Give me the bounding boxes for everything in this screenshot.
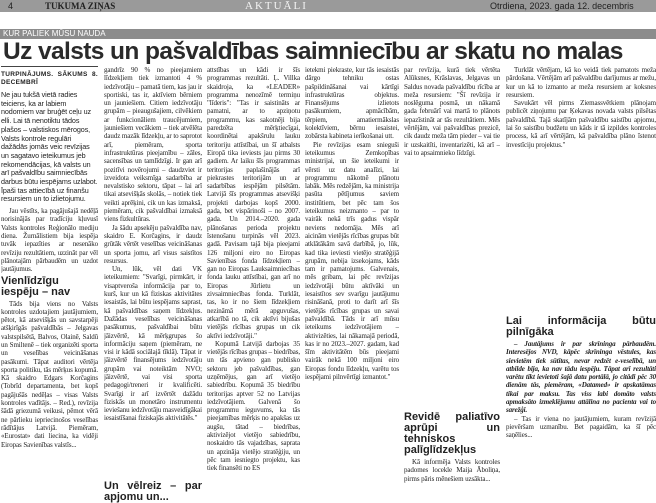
paragraph: Kā informēja Valsts kontroles padomes locekle Maija Āboliņa, pirms pāris mēnešiem uzsākta... — [404, 458, 500, 483]
divider — [1, 66, 98, 67]
article-lead: Ne jau tukšā vietā radies teiciens, ka ar labiem nodomiem var bruģēt ceļu uz elli. Lai tā nenotiktu tādos plašos – valstiskos mērogos, Valsts kontrole regulāri dažādās jomās veic revīzijas un sagatavo ieteikumus jeb rekomendācijas, kā valsts un arī pašvaldību saimniecībās darbus būtu iespējams uzlabot. Īpaši tas attiecībā uz finanšu resursiem un to izlietojumu. — [1, 90, 98, 204]
column-1 — [1, 66, 98, 503]
continuation-note: TURPINĀJUMS. SĀKUMS 8. DECEMBRĪ — [1, 71, 98, 86]
paragraph: Ja šādu apsekēju pašvaldība nav, skaidro E. Korčagins, ir daudz grūtāk vērtēt veselības veicināšanas un sporta jomu, arī visus saistītos resursus. — [104, 223, 202, 265]
section-name: AKTUĀLI — [245, 0, 308, 12]
column-2-subheading-box — [104, 481, 202, 503]
column-6-lower — [506, 316, 656, 503]
article-title: Uz valsts un pašvaldības saimniecību ar skatu no malas — [3, 38, 623, 65]
column-4 — [305, 66, 399, 503]
subheading: Revidē paliatīvo aprūpi un tehniskos palīglīdzekļus — [404, 412, 500, 456]
column-6 — [506, 66, 656, 316]
paragraph: attstības un kādi ir šīs programmas rezultāti. Ļ. Villka skaidroja, ka «LEADER» programma nenozīmē termiņu "līderis": "Tas ir saistināts ar pamatni, ar to apziņotu programmu, kas sakotnēji bija paredzēta mērķtiecīgai, koordinētai apakšrulu lauku teritoriju attīstībai, un šī atbalsts Eiropā tika ieviests jau pirms 30 gadiem. Ar laiku šīs programmas teritorijas paplašinājās arī piekrastes teritorijām un ar sadarbības iespējām pilsētām. Latvijā šīs programmas atsevišķi projekti darbojas kopš 2000. gada, bet vispārinoši – no 2007. gada. Un 2014.–2020. gada plānošanas perioda projektu īstenošanu turpinās vēl 2023. gadā. Pavisam tajā bija pieejami 126 miljoni eiro no Eiropas Savienības fonda līdzekļiem – gan no Eiropas Lauksaimniecības fonda lauku attīstībai, gan arī no Eiropas Jūrlietu un zivsaimniecības fonda. Turklāt, tas, ko ir no šiem līdzekļiem nezināmā mērā apguvušas, atkarībā no tā, cik aktīvi bijušas vietējās rīcības grupas un cik aktīvi iedzīvotāji." — [207, 66, 300, 340]
paragraph: – Tas ir viena no jautājumiem, kuram revīzijā pievēršam uzmanību. Bet pagaidām, ka šī pēc saņēlies... — [506, 414, 656, 440]
paper-name: TUKUMA ZIŅAS — [45, 1, 116, 11]
column-3 — [207, 66, 300, 503]
subheading: Lai informācija būtu pilnīgāka — [506, 316, 656, 338]
column-5-lower — [404, 412, 500, 503]
paragraph: Turklāt vērtējam, kā ko veidā tiek pamatots meža pārdošana. Vērtējām arī pašvaldību darījumus ar mežu, kur un kā to izmanto ar meža resursiem ar koksnes resursiem. — [506, 66, 656, 99]
paragraph: Tāds bija viens no Valsts kontroles uzdotajiem jautājumiem, pētot, kā atsevišķās un savstarpēji atšķirīgās pašvaldībās – Jelgavas valstspilsētā, Balvos, Olainē, Saldū un Smiltenē – tiek organizēti sporta un veselības veicināšanas pasākumi. Tāpat auditori vērtēja sporta politiku, tās mērķus kopumā. Kā skaidro Edgars Korčagins (Tobrīd departamenta, bet kopš pagājušās nedēļas – visas Valsts kontroles vadītājs. – Red.), revīzija šādā griezumā veikusi, pēmot vērā ne pārlieku iepriecinošos veselības rādītājus Latvijā. Piemēram, «Eurostat» dati liecina, ka vidēji Eiropas Savienības valstīs... — [1, 299, 98, 449]
paragraph: gandrīz 90 % no pieejamiem līdzekļiem tiek izmantoti 4 % iedzīvotāju – pamatā tiem, kas jau ir sportiski, tas ir, aktīviem bērniem un jauniešiem. Citiem iedzīvotāju grupām – pieaugušajiem, cilvēkiem ar funkcionāliem traucējumiem, jauniešiem vecākiem – tiek atvēlēta daudz mazāk līdzekļu, ar to saprotot arī, piemēram, sporta infrastruktūras pieejamību – zāles, sacensības un tamlīdzīgi. Ir gan arī pozitīvi novērojumi – daudzviet ir izveidota veiksmīga sadarbība ar nevalstisko sektoru, tāpat – lai arī tikai atsevišķās skolās, – notiek tiek veikti aprēķini, cik un kas izmaksā, piemēram, cik pašvaldībai izmaksā viens fizkultūras. — [104, 66, 202, 224]
column-5-text — [404, 66, 500, 406]
subheading: Un vēlreiz – par apjomu un... — [104, 481, 202, 503]
paragraph: ietekmi piekraste, kur tās iesaistās dārgo tehniku ostas pašpildināšanai vai kārtīgi infrastruktūras objektus. Finansējums izlietots pasākumiem, apmācībām, tērpiem, amatiermākslas kolektīviem, bērnu iesaistei, zobārsta kabineta ierīkošanai utt. — [305, 66, 399, 141]
page-header — [0, 0, 656, 12]
paragraph: par revīzija, kurā tiek vērtēta Alūksnes, Krāslavas, Jelgavas un Saldus novada pašvaldību rīcība ar meža resursiem: "Šī revīzija ir noslēguma posmā, un nākamā gada februārī vai martā to plānots iepazīstināt ar tās rezultātiem. Mēs vērtējām, vai pašvaldības prezicē, cik daudz meža tām pieder – vai tie ir uzskaitīti, inventarizēti, kā arī – vai to apsaimnieko līdzīgi. — [404, 66, 500, 157]
paragraph: Kopumā Latvijā darbojas 35 vietējās rīcības grupas – biedrības, un tās apvieno gan publisko sektoru jeb pašvaldības, gan uzņēmējus, gan arī vietējo sabiedrību. Kopumā 35 biedrību teritorijas aptver 52 no Latvijas iedzīvotājiem. Galvenā šo programmu ieguvums, ka tās pieejamības mērķis no apakšas uz augšu, tātad – biedrības, aktivizējot vietējo sabiedrību, noskaidro tās vajadzības, saprata un apzināja vietējo stratēģiju, un pēc tam iesniegto projektu, kas tiek finansēti no ES — [207, 339, 300, 473]
rubric: KUR PALIEK MŪSU NAUDA — [0, 29, 656, 39]
subheading: Vienlīdzīgu iespēju – nav — [1, 274, 71, 298]
column-2 — [104, 66, 202, 481]
paragraph: Pie revīzijas esam snieguši ieteikumus Zemkopības ministrijai, un šie ieteikumi ir vērsti uz datu analīzi, lai programmu nākotnē plānotu labāk. Mēs redzējām, ka ministrija pasūta pētījumus saviem institūtiem, bet pēc tam šos ieteikumus neizmanto – par to vairāk nekā trīs gadus vispār neviens nedomāja. Mēs arī aicinām vietējās rīcības grupas būt atklātākām savā darbībā, jo, lūk, kad tika ieviesti vietējo stratēģijā grupām, nebija izsekojams, kāds tam ir pamatojums. Galvenais, mēs gribam, lai pēc revīzijas iedzīvotāji būtu aktīvāki un iesaistītos sev svarīgu jautājumu risināšanā, proti to darīt arī šīs vietējās rīcības grupas un savai pašvaldībā. Tāds ir arī mūsu ieteikums iedzīvotājiem – aktivizēties, lai nākamajā periodā, kas ir no 2023.–2027. gadam, kad šīm aktivitātēm būs pieejami vairāk nekā 100 miljoni eiro Eiropas fondu līdzekļu, varētu tos iespējami pilnvērtīgi izmantot." — [305, 140, 399, 381]
paragraph: Jau vēstīts, ka pagājušajā nedēļā norisinājās par tradīciju kļuvusī Valsts kontroles Reģionālo mediju diena. Žurnālistiem bija iespēja tuvāk iepazīties ar nesenāko revīziju rezultātiem, uzzināt par vēl plānotajām pārbaudēm un uzdot jautājumus. — [1, 207, 98, 274]
page-number: 4 — [8, 1, 14, 11]
issue-date: Otrdiena, 2023. gada 12. decembris — [490, 1, 634, 11]
paragraph: Un, lūk, vēl dati VK ieteikumiem: "Svarīgi, pirmkārt, ir visaptveroša informācija par to, kurš, kur un kā fiziskas aktivitātes iesaistās, lai būtu iespējams saprast, kā pašvaldības saņem līdzekļus. Dažādas veselības veicināšanas pasākumus, pašvaldībai būtu jāizvērtē, kā mērķgrupas šo informāciju saņem (piemēram, ne visi ir kādā sociālajā tīklā). Tāpat ir jāizvērtē finansējums iedzīvotāju grupām vai noteiktām NVO; jāizvērtē, vai visi sporta pedagogi/treneri ir kvalificēti. Svarīgi ir arī izvērtēt dažādu fiziskās un monetāro instrumentu ieviešanu iedzīvotāju masveidīgākai iesaistīšanai fiziskajās aktivitātēs." — [104, 265, 202, 423]
question-paragraph: – Jautājums ir par skrīninga pārbaudēm. Interesējos NVD, kāpēc skrīninga vēstules, kas sievietēm tiek sūtītas, nevar redzēt e-veselībā, un atbilde bija, ka nav tādu iespēju. Tāpat arī rezultāti varētu tikt ievietoti šajā datu portālā, jo citādi pēc 30 dienām tās, piemēram, «Datamed» ir apskatāmas tikai par maksu. Tas viss labi domāto valsts apmaksāto izmeklējumu attālina no pacienta vai to sarežģī. — [506, 340, 656, 415]
paragraph: Savukārt vēl pirms Ziemassvētkiem plānojam publicēt ziņojumu par Ķekavas novada valsts pilsētas pašvaldībā. Tajā skatījām pašvaldību saistību apjomu, lai šo saistību budžetu un kāds ir tā izpildes kontroles process, kā arī vērtējām, kā pašvaldība plāno īstenot investīciju projektus." — [506, 99, 656, 149]
